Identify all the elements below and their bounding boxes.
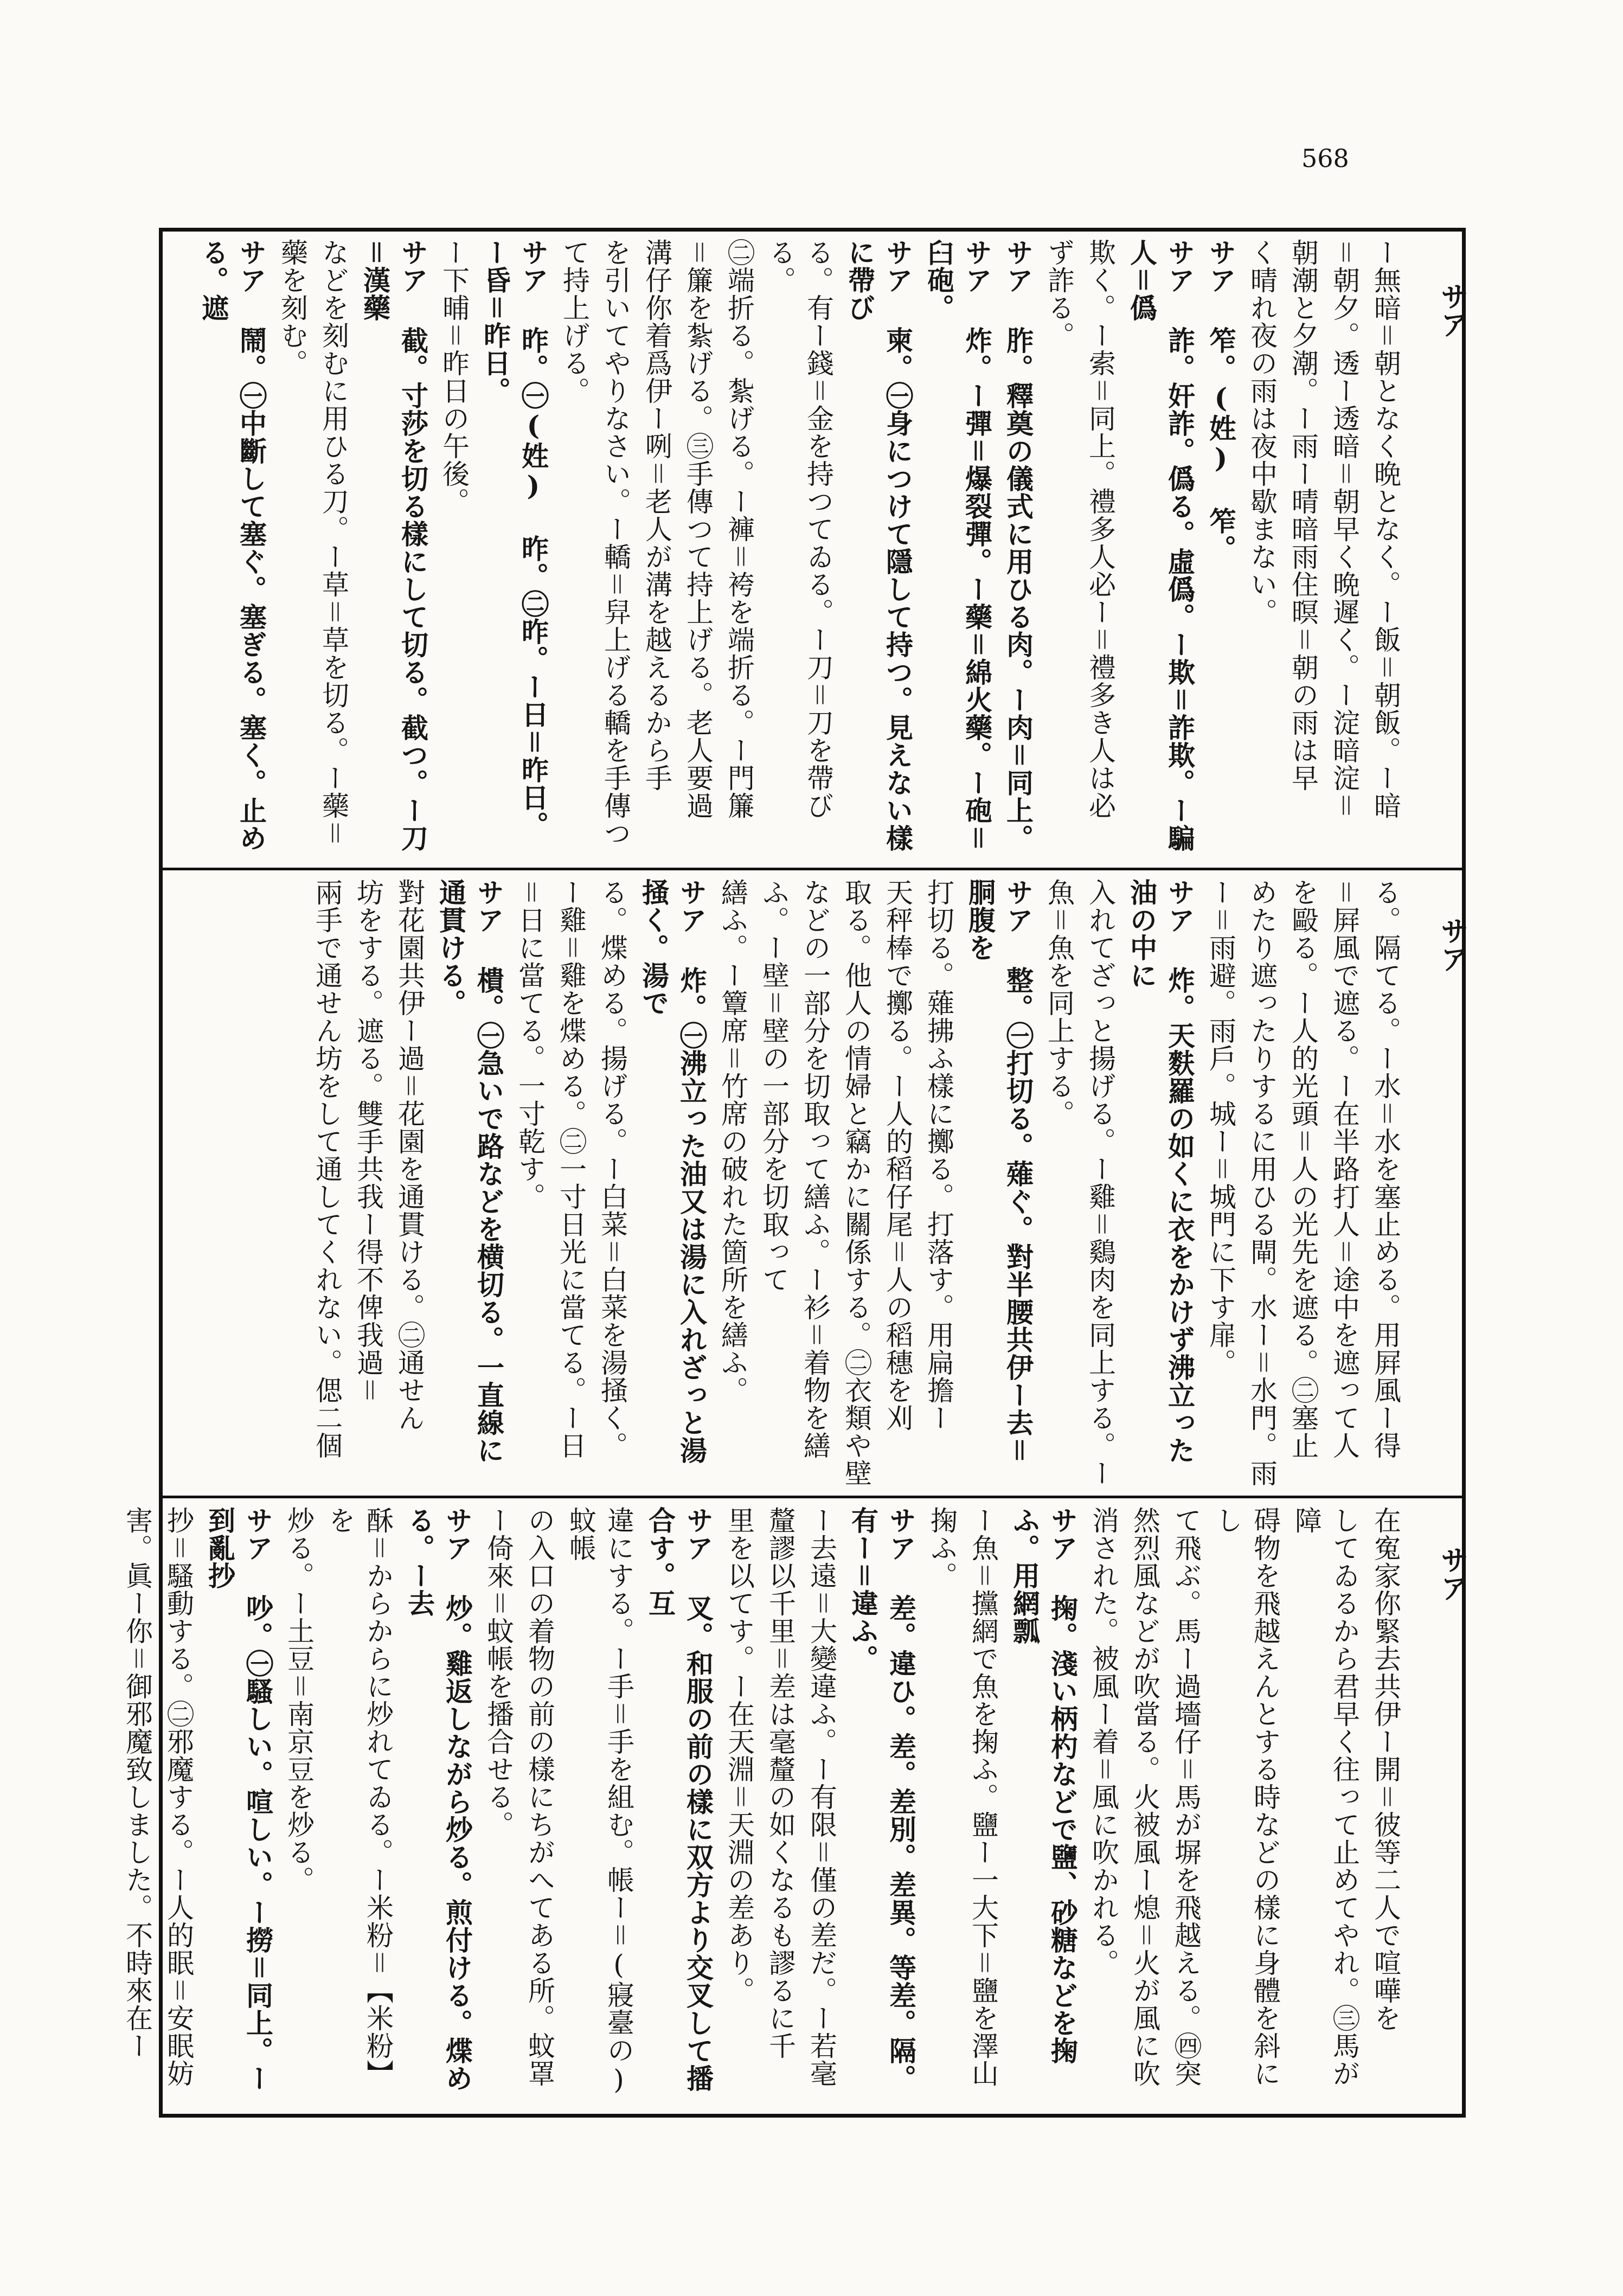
text-column: ＝朝夕。透ー透暗＝朝早く晩遲く。ー淀暗淀＝ — [1329, 239, 1360, 819]
text-column: 對花園共伊ー過＝花園を通貫ける。㊁通せん — [394, 878, 425, 1432]
text-column: 天秤棒で擲る。ー人的稻仔尾＝人の稻穗を刈 — [882, 878, 913, 1432]
text-column: 打切る。薙拂ふ樣に擲る。打落す。用扁擔ー — [923, 878, 954, 1432]
text-column: る。隔てる。ー水＝水を塞止める。用屛風ー得 — [1370, 878, 1401, 1459]
text-column: サア 截。寸莎を切る樣にして切る。截つ。ー刀＝漢藥 — [359, 239, 429, 852]
text-column: サア 笮。(姓) 笮。 — [1205, 239, 1237, 562]
text-column: 釐謬以千里＝差は毫釐の如くなるも謬るに千 — [765, 1506, 796, 2060]
band-divider-2 — [159, 1496, 1466, 1498]
text-column: 繕ふ。ー簟席＝竹席の破れた箇所を繕ふ。 — [717, 878, 748, 1404]
text-column: めたり遮ったりするに用ひる閘。水ー＝水門。雨 — [1246, 878, 1278, 1487]
text-column: サア 胙。釋奠の儀式に用ひる肉。ー肉＝同上。 — [1002, 239, 1034, 852]
dictionary-band-middle — [174, 878, 1404, 1489]
text-column: サア 炸。天麩羅の如くに衣をかけず沸立った油の中に — [1126, 878, 1196, 1464]
text-column: く晴れ夜の雨は夜中歇まない。 — [1246, 239, 1278, 626]
text-column: 害。眞ー你＝御邪魔致しました。不時來在ー — [121, 1506, 153, 2060]
text-column: ＝簾を紮げる。㊂手傳つて持上げる。老人要過 — [682, 239, 714, 819]
text-column: 魚＝魚を同上する。 — [1043, 878, 1075, 1127]
text-column: サア 炒。雞返しながら炒る。煎付ける。煠める。ー去 — [403, 1506, 473, 2092]
text-column: 藥を刻む。 — [277, 239, 308, 377]
text-column: 碍物を飛越えんとする時などの樣に身體を斜にし — [1211, 1506, 1281, 2087]
text-column: ㊁端折る。紮げる。ー褲＝袴を端折る。ー門簾 — [723, 239, 755, 819]
text-column: て持上げる。 — [559, 239, 590, 405]
text-column: 消された。被風ー着＝風に吹かれる。 — [1088, 1506, 1119, 1977]
text-column: サア 掬。淺い柄杓などで鹽、砂糖などを掬ふ。用網瓢 — [1009, 1506, 1079, 2064]
text-column: ー無暗＝朝となく晩となく。ー飯＝朝飯。ー暗 — [1370, 239, 1401, 819]
text-column: ふ。ー壁＝壁の一部分を切取って — [758, 878, 790, 1293]
text-column: 里を以てす。ー在天淵＝天淵の差あり。 — [723, 1506, 755, 2004]
text-column: 酥＝からからに炒れてゐる。ー米粉＝【米粉】を — [324, 1506, 394, 2087]
text-column: の入口の着物の前の樣にちがへてある所。蚊罩 — [524, 1506, 555, 2087]
text-column: サア 詐。奸詐。僞る。虛僞。ー欺＝詐欺。ー騙人＝僞 — [1126, 239, 1196, 852]
text-column: などの一部分を切取って繕ふ。ー衫＝着物を繕 — [799, 878, 831, 1459]
text-column: を引いてやりなさい。ー轎＝舁上げる轎を手傳つ — [600, 239, 631, 847]
text-column: ー倚來＝蚊帳を播合せる。 — [483, 1506, 514, 1838]
margin-label-bottom: サア — [1435, 1545, 1468, 1602]
text-column: る。有ー錢＝金を持つてゐる。ー刀＝刀を帶びる。 — [765, 239, 834, 819]
band-divider-1 — [159, 868, 1466, 870]
text-column: ず詐る。 — [1043, 239, 1075, 349]
text-column: サア 樻。㊀急いで路などを横切る。一直線に通貫ける。 — [435, 878, 505, 1464]
text-column: 取る。他人の情婦と竊かに關係する。㊁衣類や壁 — [841, 878, 872, 1487]
text-column: サア 整。㊀打切る。薙ぐ。對半腰共伊ー去＝胴腹を — [964, 878, 1034, 1464]
dictionary-band-top — [174, 239, 1404, 860]
text-column: ー去遠＝大變違ふ。ー有限＝僅の差だ。ー若毫 — [806, 1506, 837, 2087]
text-column: 在寃家你緊去共伊ー開＝彼等二人で喧嘩を — [1370, 1506, 1401, 2032]
text-column: サア 炸。ー彈＝爆裂彈。ー藥＝綿火藥。ー砲＝臼砲。 — [923, 239, 993, 852]
text-column: る。煠める。揚げる。ー白菜＝白菜を湯掻く。 — [596, 878, 628, 1459]
text-column: て飛ぶ。馬ー過墻仔＝馬が塀を飛越える。㊃突 — [1170, 1506, 1202, 2087]
text-column: 朝潮と夕潮。ー雨ー晴暗雨住暝＝朝の雨は早 — [1287, 239, 1319, 792]
text-column: 違にする。ー手＝手を組む。帳ー＝(寢臺の)蚊帳 — [565, 1506, 634, 2096]
page-number: 568 — [1301, 144, 1349, 173]
text-column: 欺く。ー索＝同上。禮多人必ー＝禮多き人は必 — [1085, 239, 1116, 819]
text-column: サア 叉。和服の前の樣に双方より交叉して播合す。互 — [644, 1506, 714, 2092]
text-column: 抄＝騷動する。㊁邪魔する。ー人的眠＝安眠妨 — [163, 1506, 194, 2087]
text-column: サア 昨。㊀(姓) 昨。㊁昨。ー日＝昨日。ー昏＝昨日。 — [479, 239, 549, 839]
text-column: 兩手で通せん坊をして通してくれない。偲二個 — [311, 878, 343, 1459]
text-column: サア 柬。㊀身につけて隱して持つ。見えない樣に帶び — [844, 239, 914, 852]
margin-label-middle: サア — [1435, 916, 1468, 973]
text-column: 溝仔你着爲伊ー咧＝老人が溝を越えるから手 — [641, 239, 672, 792]
text-column: サア 差。違ひ。差。差別。差異。等差。隔。有ー＝違ふ。 — [847, 1506, 917, 2092]
text-column: サア 炸。㊀沸立った油又は湯に入れざっと湯掻く。湯で — [638, 878, 708, 1464]
text-column: ー下晡＝昨日の午後。 — [438, 239, 470, 515]
text-column: 入れてざっと揚げる。ー雞＝鷄肉を同上する。ー — [1085, 878, 1116, 1487]
text-column: ー雞＝雞を煠める。㊁一寸日光に當てる。ー日 — [555, 878, 587, 1459]
text-column: ー魚＝攩網で魚を掬ふ。鹽ー一大下＝鹽を澤山 — [967, 1506, 999, 2087]
text-column: ＝日に當てる。一寸乾す。 — [514, 878, 546, 1210]
text-column: などを刻むに用ひる刀。ー草＝草を切る。ー藥＝ — [318, 239, 349, 847]
text-column: してゐるから君早く往って止めてやれ。㊂馬が障 — [1291, 1506, 1360, 2087]
margin-label-top: サア — [1435, 282, 1468, 338]
text-column: ＝屛風で遮る。ー在半路打人＝途中を遮って人 — [1329, 878, 1360, 1459]
text-column: ー＝雨避。雨戶。城ー＝城門に下す扉。 — [1205, 878, 1236, 1376]
text-column: サア 吵。㊀騷しい。喧しい。ー撈＝同上。ー到亂抄 — [204, 1506, 274, 2092]
text-column: を毆る。ー人的光頭＝人の光先を遮る。㊁塞止 — [1287, 878, 1319, 1459]
text-column: 掬ふ。 — [926, 1506, 958, 1589]
text-column: 然烈風などが吹當る。火被風ー熄＝火が風に吹 — [1129, 1506, 1160, 2087]
text-column: 炒る。ー土豆＝南京豆を炒る。 — [283, 1506, 315, 1894]
text-column: サア 鬧。㊀中斷して塞ぐ。塞ぎる。塞く。止める。遮 — [197, 239, 267, 852]
text-column: 坊をする。遮る。雙手共我ー得不俾我過＝ — [352, 878, 384, 1404]
dictionary-band-bottom — [121, 1506, 1404, 2108]
